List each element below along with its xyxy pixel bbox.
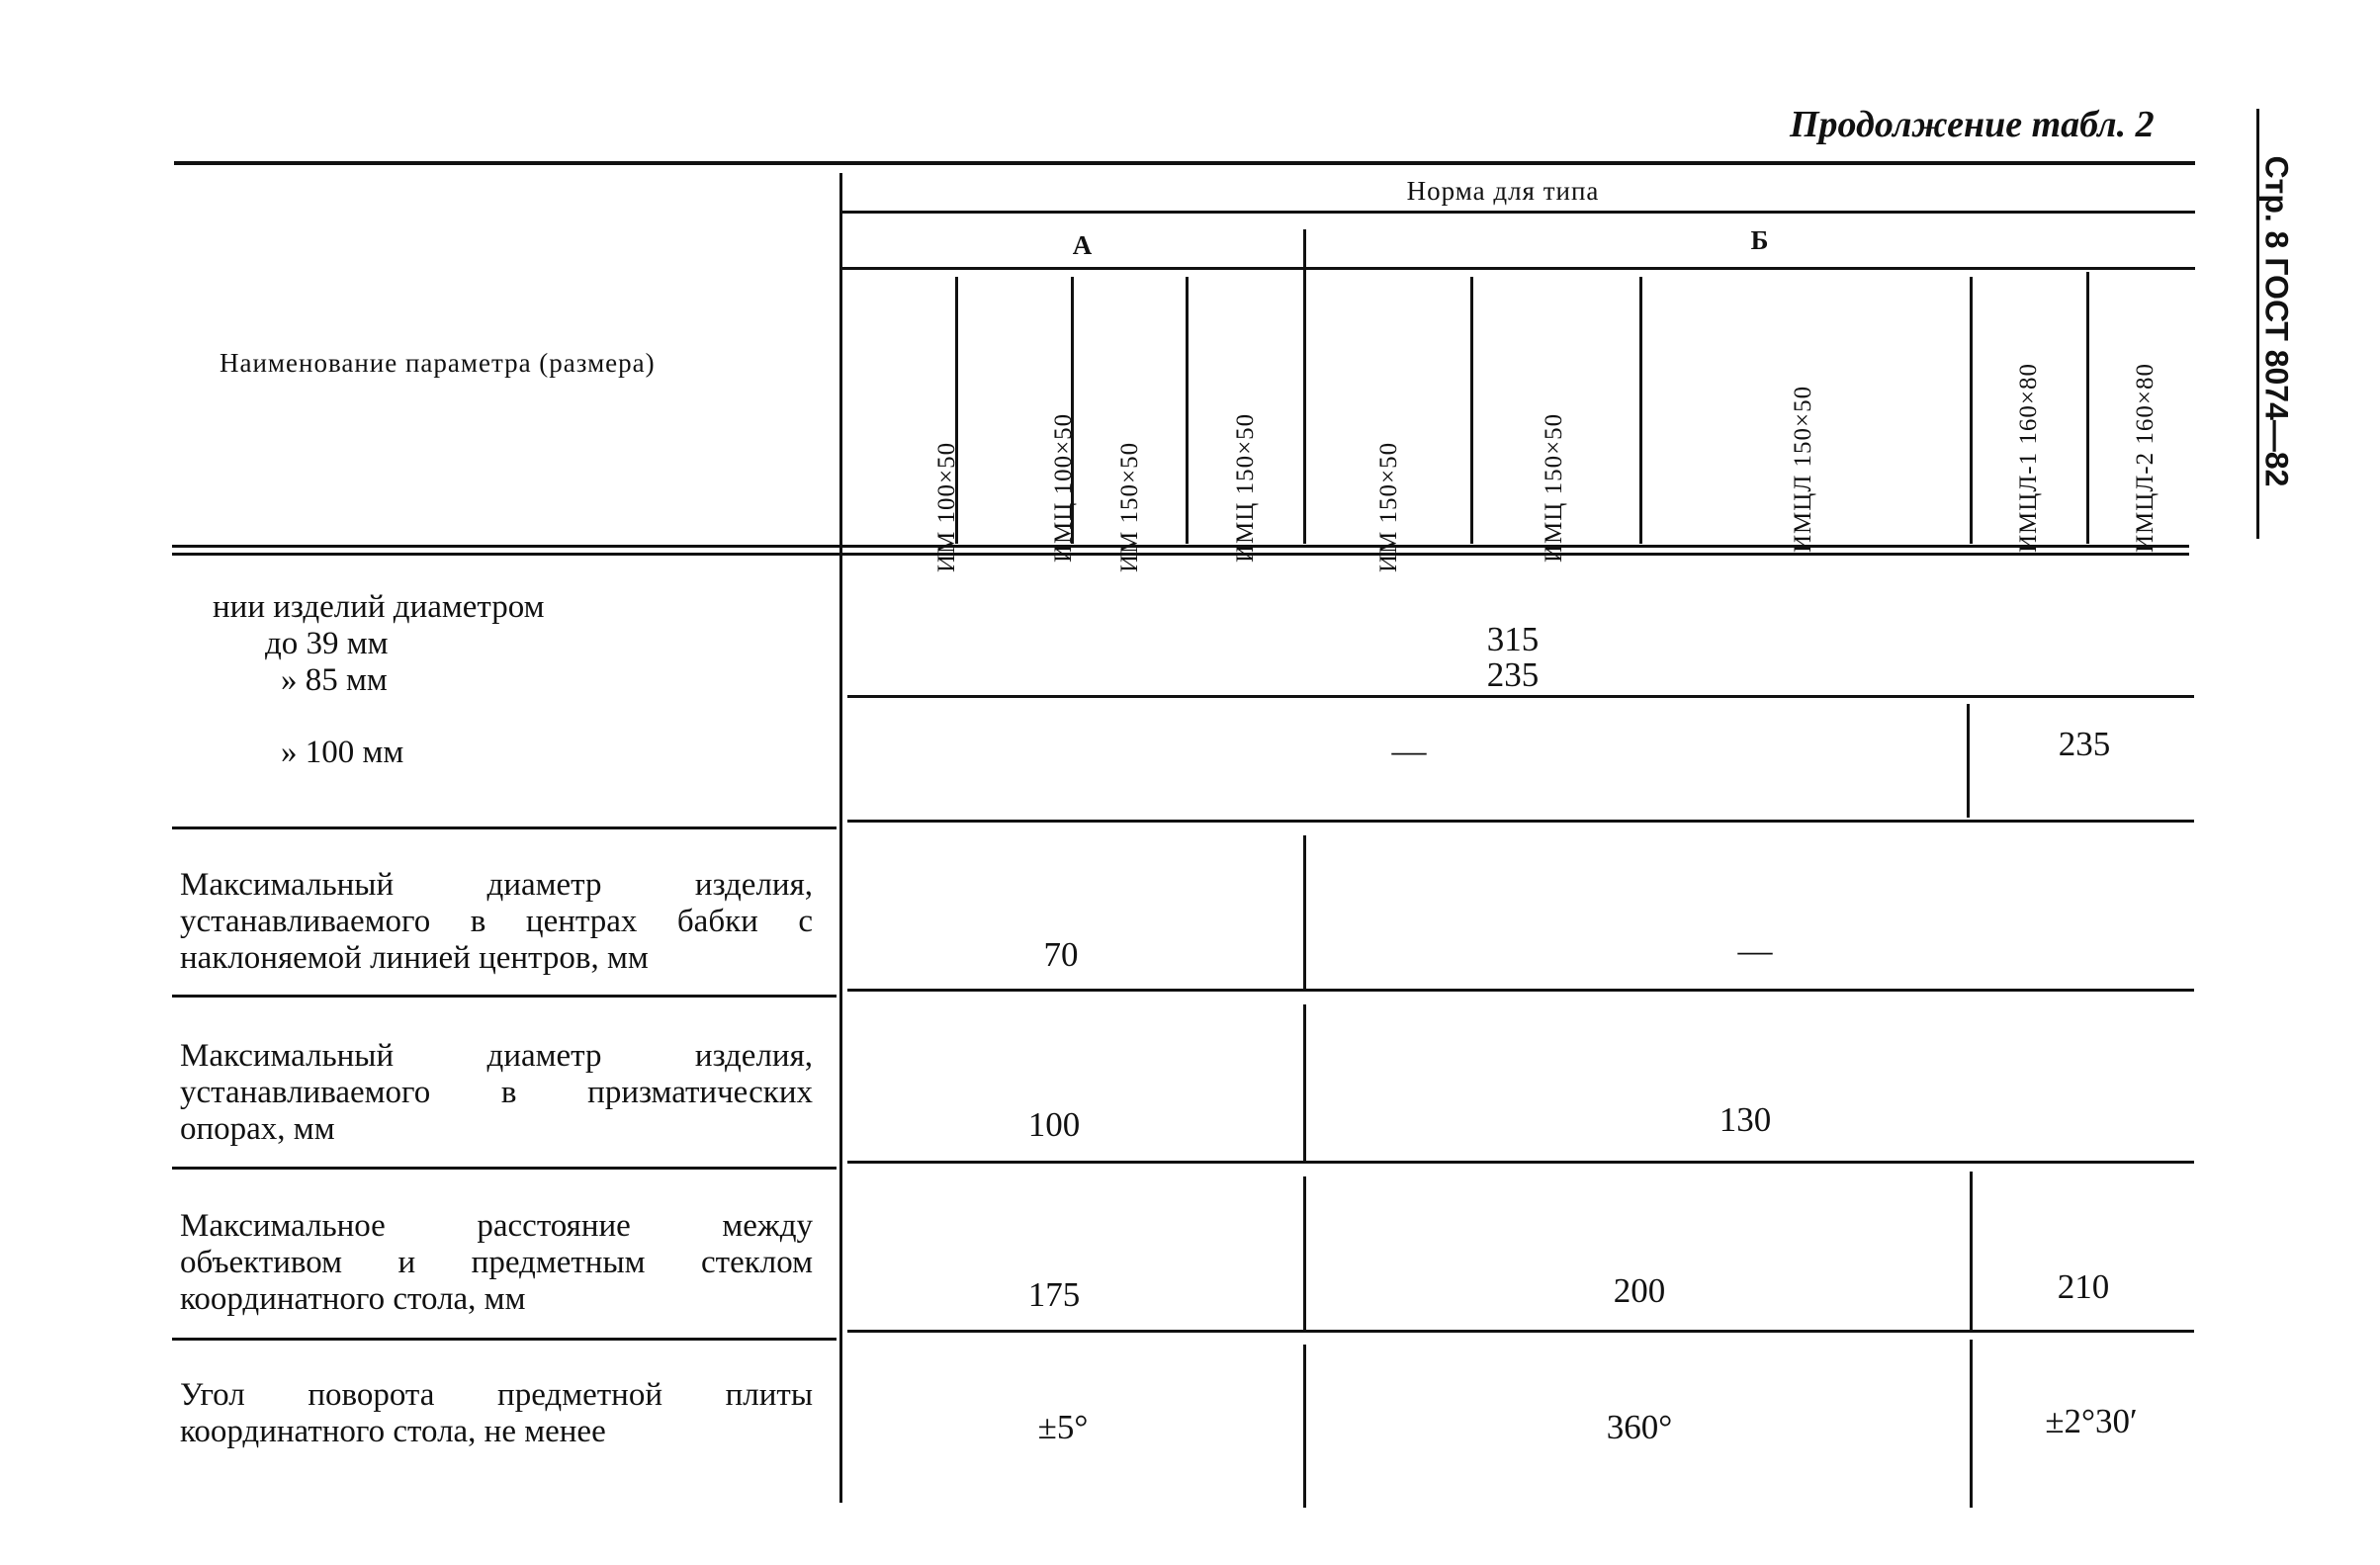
diam-value-100-last: 235 [2058,725,2111,763]
r4-line-1: Угол поворота предметной плиты [180,1377,813,1413]
col-divider [2086,272,2089,544]
group-b-header: Б [1750,225,1770,255]
param-divider [839,173,842,1503]
r3-ab-divider [1303,1176,1306,1333]
row-rule [847,1161,2194,1164]
diam-col-divider [1967,704,1970,818]
r4-bc-divider [1970,1340,1973,1508]
model-label: ИМ 100×50 [933,441,960,572]
r2-line-2: устанавливаемого в призматических [180,1075,813,1110]
r2-line-1: Максимальный диаметр изделия, [180,1038,813,1074]
r1-line-2: устанавливаемого в центрах бабки с [180,904,813,939]
header-bottom-rule-1 [172,545,2189,548]
group-rule [842,267,2195,270]
continuation-caption: Продолжение табл. 2 [1790,104,2155,145]
model-label: ИМ 150×50 [1116,441,1143,572]
r3-value-b: 200 [1613,1271,1666,1310]
r4-value-c: ±2°30′ [2045,1402,2138,1440]
row-rule [172,826,837,829]
r1-value-a: 70 [1043,935,1079,974]
norm-rule [842,211,2195,214]
model-label: ИМЦЛ-2 160×80 [2132,363,2159,553]
r1-line-1: Максимальный диаметр изделия, [180,867,813,903]
r4-ab-divider [1303,1345,1306,1508]
r3-line-2: объективом и предметным стеклом [180,1245,813,1280]
diam-line-2: до 39 мм [265,626,389,661]
side-header [2237,94,2316,549]
row-rule [172,1167,837,1170]
r2-value-a: 100 [1027,1105,1081,1144]
row-rule [847,820,2194,823]
row-rule [172,1338,837,1341]
r1-ab-divider [1303,835,1306,989]
diam-value-100-dash: — [1391,732,1427,770]
r4-value-a: ±5° [1037,1408,1089,1446]
diam-value-85: 235 [1486,655,1540,694]
header-bottom-rule-2 [172,553,2189,556]
r4-value-b: 360° [1606,1408,1673,1446]
r3-line-1: Максимальное расстояние между [180,1208,813,1244]
col-divider [1970,277,1973,544]
model-label: ИМЦ 100×50 [1050,412,1077,563]
model-label: ИМ 150×50 [1375,441,1402,572]
r3-value-a: 175 [1027,1275,1081,1314]
diam-split-rule [847,695,2194,698]
row-rule [172,995,837,998]
model-label: ИМЦЛ-1 160×80 [2015,363,2042,553]
r3-value-c: 210 [2057,1267,2110,1306]
model-label: ИМЦ 150×50 [1232,412,1259,563]
group-divider [1303,229,1306,544]
diam-line-4: » 100 мм [281,735,404,770]
param-column-header: Наименование параметра (размера) [220,348,656,378]
r3-bc-divider [1970,1172,1973,1333]
top-rule [174,161,2195,165]
model-label: ИМЦ 150×50 [1541,412,1567,563]
row-rule [847,989,2194,992]
r2-line-3: опорах, мм [180,1111,335,1147]
diam-line-1: нии изделий диаметром [213,589,545,625]
model-label: ИМЦЛ 150×50 [1790,385,1816,553]
side-header-text: Стр. 8 ГОСТ 8074—82 [2258,155,2295,487]
norm-for-type-header: Норма для типа [1406,176,1600,206]
side-rule [2256,109,2259,539]
col-divider [1470,277,1473,544]
row-rule [847,1330,2194,1333]
r2-ab-divider [1303,1004,1306,1161]
col-divider [1186,277,1189,544]
col-divider [1639,277,1642,544]
group-a-header: А [1072,230,1094,260]
r3-line-3: координатного стола, мм [180,1281,526,1317]
r2-value-b: 130 [1719,1100,1772,1139]
diam-value-39: 315 [1486,620,1540,658]
diam-line-3: » 85 мм [281,662,388,698]
r1-line-3: наклоняемой линией центров, мм [180,940,649,976]
r1-value-b: — [1737,931,1773,970]
r4-line-2: координатного стола, не менее [180,1414,606,1449]
